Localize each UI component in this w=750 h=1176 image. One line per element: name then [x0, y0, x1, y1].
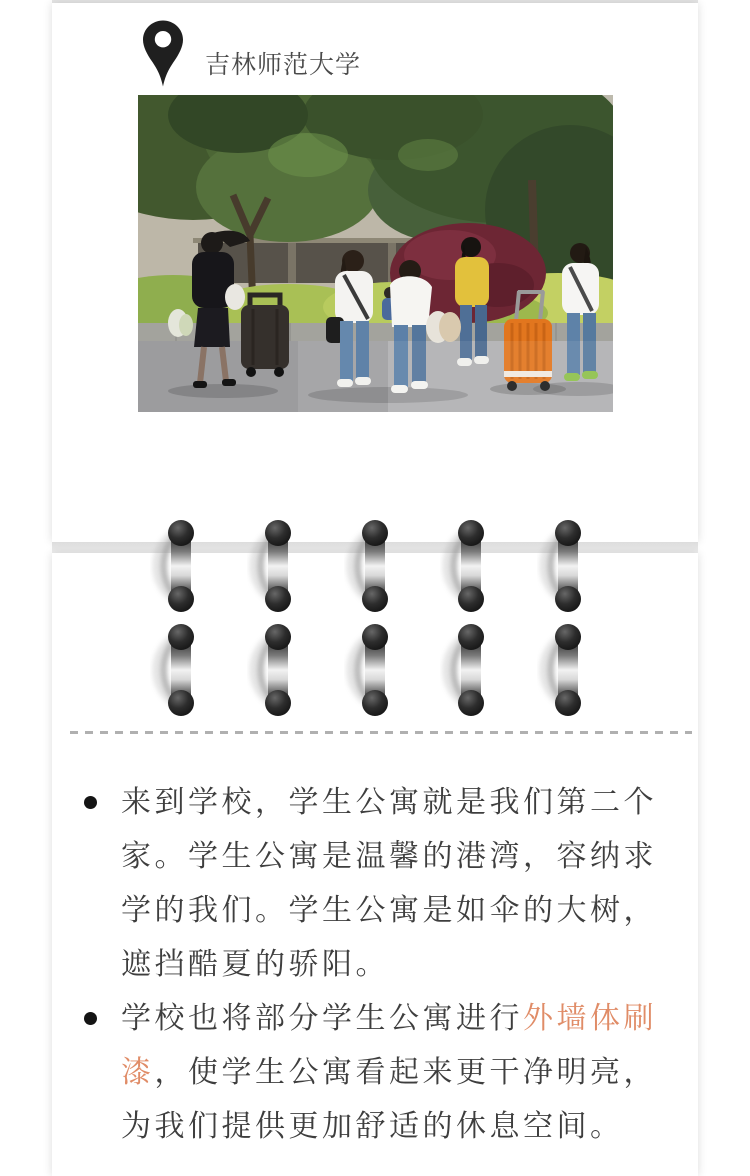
bullet-dot-icon: [84, 796, 97, 809]
location-card: [52, 3, 698, 542]
binder-ring-icon: [440, 623, 496, 717]
binder-ring-icon: [247, 623, 303, 717]
binder-ring-icon: [150, 519, 206, 613]
bullet-list: [84, 776, 664, 1154]
bullet-text: 学校也将部分学生公寓进行: [121, 1002, 523, 1035]
binder-ring-icon: [344, 519, 400, 613]
binder-ring-icon: [150, 623, 206, 717]
bullet-text: 来到学校，学生公寓就是我们第二个家。学生公寓是温馨的港湾，容纳求学的我们。学生公寓是如伞的大树，遮挡酷夏的骄阳。: [121, 786, 657, 981]
list-item: [84, 776, 664, 992]
highlighted-text: 外墙体刷漆: [121, 1002, 657, 1089]
binder-ring-icon: [344, 623, 400, 717]
binder-ring-icon: [537, 623, 593, 717]
campus-photo[interactable]: [138, 95, 613, 412]
location-label: 吉林师范大学: [205, 51, 362, 79]
binder-ring-icon: [440, 519, 496, 613]
bullet-dot-icon: [84, 1012, 97, 1025]
dashed-divider: [70, 731, 692, 734]
bullet-text: ，使学生公寓看起来更干净明亮，为我们提供更加舒适的休息空间。: [121, 1056, 657, 1143]
binder-ring-icon: [247, 519, 303, 613]
map-pin-icon: [143, 20, 183, 87]
binder-ring-icon: [537, 519, 593, 613]
list-item: [84, 992, 664, 1154]
